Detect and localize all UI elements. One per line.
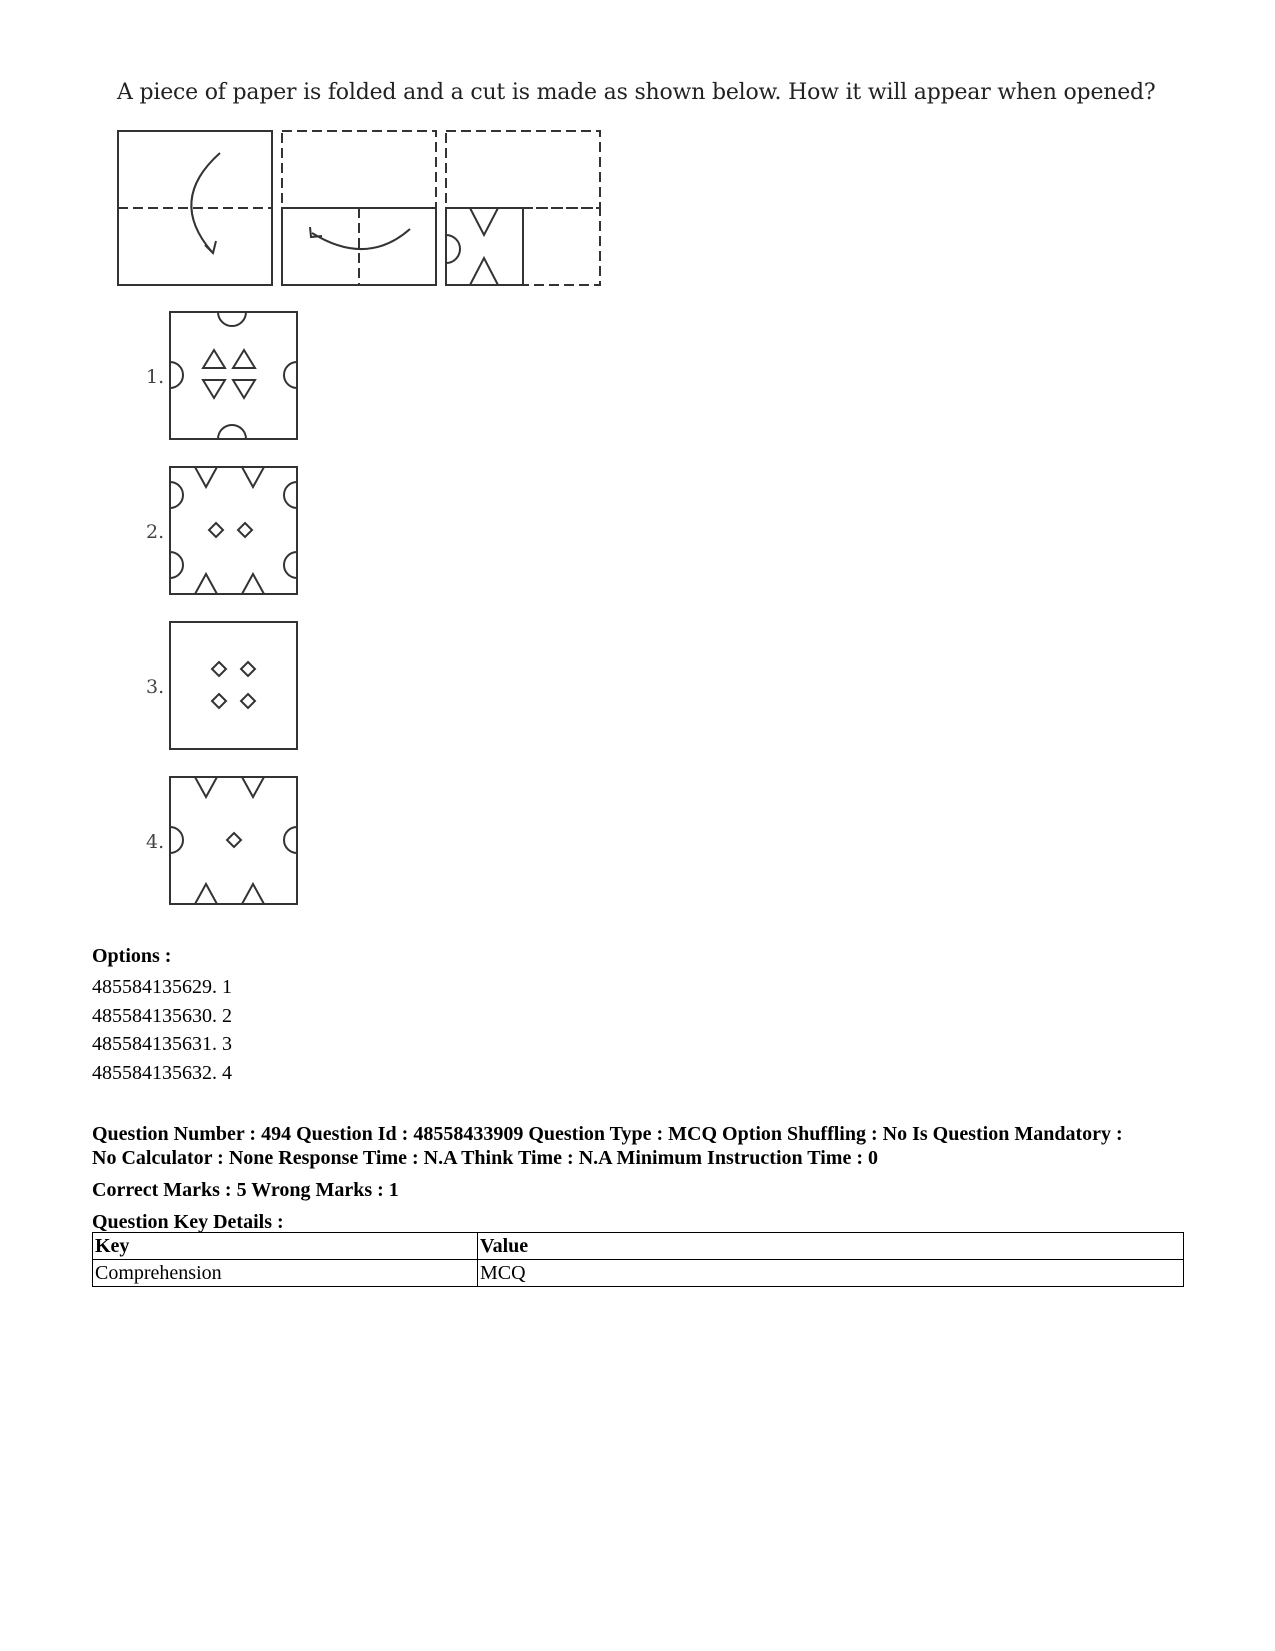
table-cell-key: Comprehension bbox=[93, 1260, 478, 1287]
question-text: A piece of paper is folded and a cut is made as shown below. How it will appear when opened? bbox=[117, 80, 1156, 105]
folding-sequence-figure bbox=[112, 125, 602, 290]
table-cell-value: MCQ bbox=[478, 1260, 1184, 1287]
option-item[interactable]: 485584135629. 1 bbox=[92, 976, 232, 998]
table-row bbox=[93, 1260, 1184, 1287]
question-key-table bbox=[92, 1232, 1184, 1287]
arrowhead-icon bbox=[205, 241, 216, 253]
marks-line: Correct Marks : 5 Wrong Marks : 1 bbox=[92, 1179, 399, 1201]
answer-figure-3 bbox=[170, 622, 297, 749]
triangle-cut-top bbox=[470, 208, 498, 235]
triangle-cut-bottom bbox=[470, 258, 498, 285]
question-meta-line-2: No Calculator : None Response Time : N.A Think Time : N.A Minimum Instruction Time : 0 bbox=[92, 1147, 878, 1169]
answer-figure-2 bbox=[170, 467, 297, 594]
options-heading: Options : bbox=[92, 945, 172, 967]
fold-down-arrow-icon bbox=[191, 153, 220, 252]
fold-step-2-panel bbox=[282, 131, 436, 285]
answer-figure-label: 1. bbox=[146, 366, 165, 388]
answer-figures bbox=[130, 300, 330, 912]
answer-figure-label: 2. bbox=[146, 521, 165, 543]
option-item[interactable]: 485584135632. 4 bbox=[92, 1061, 232, 1084]
fold-left-arrow-icon bbox=[312, 229, 410, 249]
semicircle-cut bbox=[446, 235, 460, 263]
table-header-row bbox=[93, 1233, 1184, 1260]
question-meta-line-1: Question Number : 494 Question Id : 48558433909 Question Type : MCQ Option Shuffling : No Is Question Mandatory : bbox=[92, 1123, 1123, 1145]
fold-step-1-panel bbox=[118, 131, 272, 285]
table-header-value: Value bbox=[478, 1233, 1184, 1260]
option-item[interactable]: 485584135631. 3 bbox=[92, 1033, 232, 1055]
answer-figure-4 bbox=[170, 777, 297, 904]
answer-figure-label: 3. bbox=[146, 676, 165, 698]
table-header-key: Key bbox=[93, 1233, 478, 1260]
key-details-heading: Question Key Details : bbox=[92, 1211, 284, 1233]
options-block bbox=[92, 945, 232, 1087]
answer-figure-label: 4. bbox=[146, 831, 165, 853]
question-meta bbox=[92, 1122, 1192, 1234]
fold-step-3-panel bbox=[446, 131, 600, 285]
answer-figure-1 bbox=[170, 312, 297, 439]
option-item[interactable]: 485584135630. 2 bbox=[92, 1004, 232, 1027]
